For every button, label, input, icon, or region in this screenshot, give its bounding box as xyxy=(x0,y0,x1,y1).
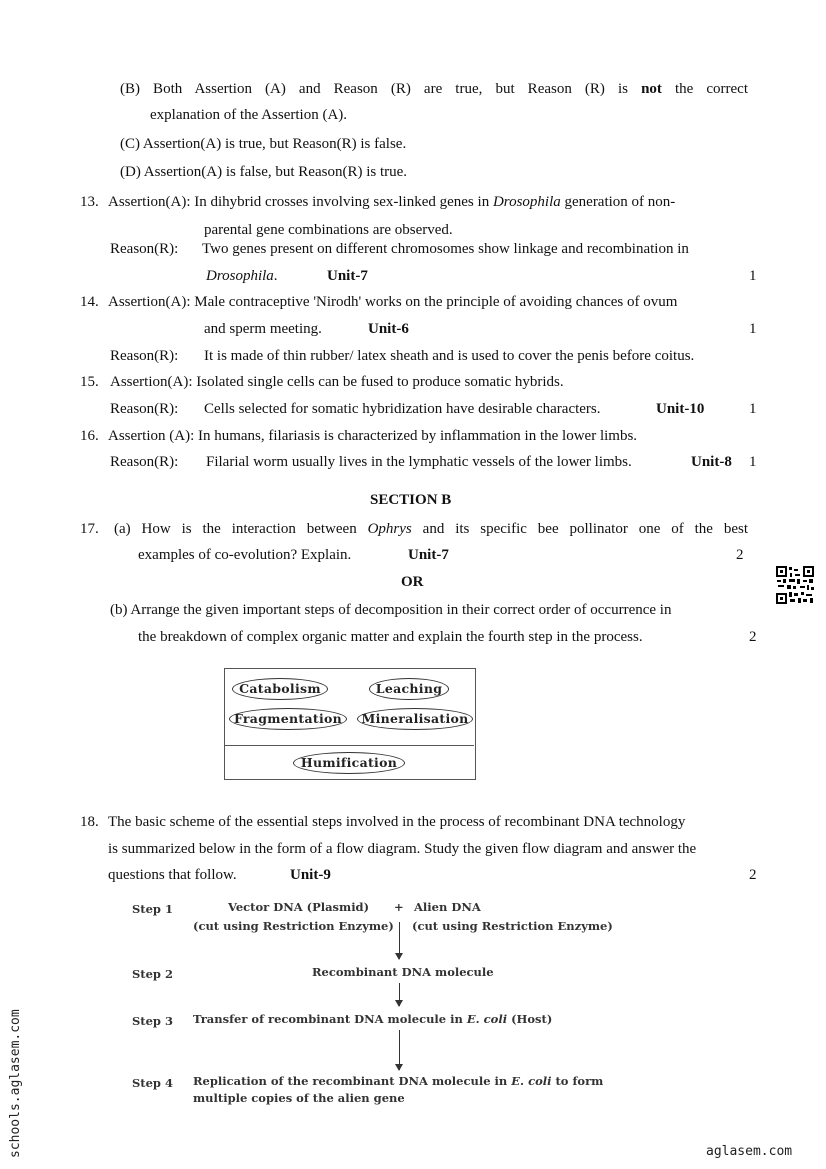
flow-alien-dna: Alien DNA xyxy=(414,900,481,914)
q18-marks: 2 xyxy=(749,867,757,883)
flow-step4-label: Step 4 xyxy=(132,1076,173,1090)
q12-option-d: (D) Assertion(A) is false, but Reason(R) is true. xyxy=(120,164,408,180)
svg-text:schools.aglasem.com: schools.aglasem.com xyxy=(8,1009,23,1158)
q17-unit: Unit-7 xyxy=(408,547,449,563)
flow-arrow-2 xyxy=(399,983,400,1006)
q14-assertion: Assertion(A): Male contraceptive 'Nirodh' works on the principle of avoiding chances of ovum xyxy=(108,294,678,310)
q14-assertion-line2: and sperm meeting. xyxy=(204,321,322,337)
q18-line2: is summarized below in the form of a flow diagram. Study the given flow diagram and answer the xyxy=(108,841,697,857)
q15-assertion: Assertion(A): Isolated single cells can be fused to produce somatic hybrids. xyxy=(110,374,564,390)
q14-reason: It is made of thin rubber/ latex sheath and is used to cover the penis before coitus. xyxy=(204,348,695,364)
q15-number: 15. xyxy=(80,374,99,390)
flow-cut-left: (cut using Restriction Enzyme) xyxy=(193,919,394,933)
q12-option-b-line2: explanation of the Assertion (A). xyxy=(150,107,348,123)
q14-unit: Unit-6 xyxy=(368,321,409,337)
q16-assertion: Assertion (A): In humans, filariasis is characterized by inflammation in the lower limbs. xyxy=(108,428,638,444)
q13-assertion: Assertion(A): In dihybrid crosses involving sex-linked genes in Drosophila generation of non- xyxy=(108,194,676,210)
q15-marks: 1 xyxy=(749,401,757,417)
flow-cut-right: (cut using Restriction Enzyme) xyxy=(412,919,613,933)
q18-line1: The basic scheme of the essential steps involved in the process of recombinant DNA technology xyxy=(108,814,686,830)
q14-marks: 1 xyxy=(749,321,757,337)
flow-step3-label: Step 3 xyxy=(132,1014,173,1028)
flow-step2-text: Recombinant DNA molecule xyxy=(312,965,494,979)
q14-number: 14. xyxy=(80,294,99,310)
step-mineralisation: Mineralisation xyxy=(357,708,473,730)
flow-step4-text: Replication of the recombinant DNA molecule in E. coli to form xyxy=(193,1074,604,1088)
flow-step4-line2: multiple copies of the alien gene xyxy=(193,1091,405,1105)
q16-reason-label: Reason(R): xyxy=(110,454,179,470)
box-divider xyxy=(224,745,474,746)
q18-line3: questions that follow. xyxy=(108,867,237,883)
flow-plus: + xyxy=(394,900,404,914)
flow-step3-text: Transfer of recombinant DNA molecule in E. coli (Host) xyxy=(193,1012,553,1026)
q12-option-c: (C) Assertion(A) is true, but Reason(R) is false. xyxy=(120,136,407,152)
step-humification: Humification xyxy=(293,752,405,774)
q17-part-b: (b) Arrange the given important steps of decomposition in their correct order of occurrence in xyxy=(110,602,672,618)
q17-marks-a: 2 xyxy=(736,547,744,563)
q16-reason: Filarial worm usually lives in the lymphatic vessels of the lower limbs. xyxy=(206,454,632,470)
flow-arrow-3 xyxy=(399,1030,400,1070)
q17-or: OR xyxy=(401,574,424,590)
q18-number: 18. xyxy=(80,814,99,830)
qr-code-icon xyxy=(775,565,815,605)
q15-unit: Unit-10 xyxy=(656,401,705,417)
q13-marks: 1 xyxy=(749,268,757,284)
q13-reason: Two genes present on different chromosomes show linkage and recombination in xyxy=(202,241,689,257)
q13-reason-label: Reason(R): xyxy=(110,241,179,257)
flow-arrow-1 xyxy=(399,922,400,959)
q17-marks-b: 2 xyxy=(749,629,757,645)
q17-number: 17. xyxy=(80,521,99,537)
q16-unit: Unit-8 xyxy=(691,454,732,470)
q17-part-b-line2: the breakdown of complex organic matter and explain the fourth step in the process. xyxy=(138,629,643,645)
q17-part-a: (a) How is the interaction between Ophrys and its specific bee pollinator one of the best xyxy=(114,521,749,537)
q15-reason: Cells selected for somatic hybridization have desirable characters. xyxy=(204,401,601,417)
side-watermark xyxy=(2,968,26,1158)
q13-unit: Unit-7 xyxy=(327,268,368,284)
q12-option-b-line1: (B) Both Assertion (A) and Reason (R) are true, but Reason (R) is not the correct xyxy=(120,81,749,97)
section-b-heading: SECTION B xyxy=(370,492,452,508)
q15-reason-label: Reason(R): xyxy=(110,401,179,417)
footer-watermark: aglasem.com xyxy=(706,1144,793,1159)
step-fragmentation: Fragmentation xyxy=(229,708,347,730)
q17-part-a-line2: examples of co-evolution? Explain. xyxy=(138,547,352,563)
q16-number: 16. xyxy=(80,428,99,444)
flow-step2-label: Step 2 xyxy=(132,967,173,981)
step-leaching: Leaching xyxy=(369,678,449,700)
q13-number: 13. xyxy=(80,194,99,210)
q16-marks: 1 xyxy=(749,454,757,470)
q18-unit: Unit-9 xyxy=(290,867,331,883)
flow-step1-label: Step 1 xyxy=(132,902,173,916)
q13-assertion-line2: parental gene combinations are observed. xyxy=(204,222,453,238)
flow-vector-dna: Vector DNA (Plasmid) xyxy=(228,900,370,914)
step-catabolism: Catabolism xyxy=(232,678,328,700)
q13-reason-line2: Drosophila. xyxy=(206,268,278,284)
q14-reason-label: Reason(R): xyxy=(110,348,179,364)
